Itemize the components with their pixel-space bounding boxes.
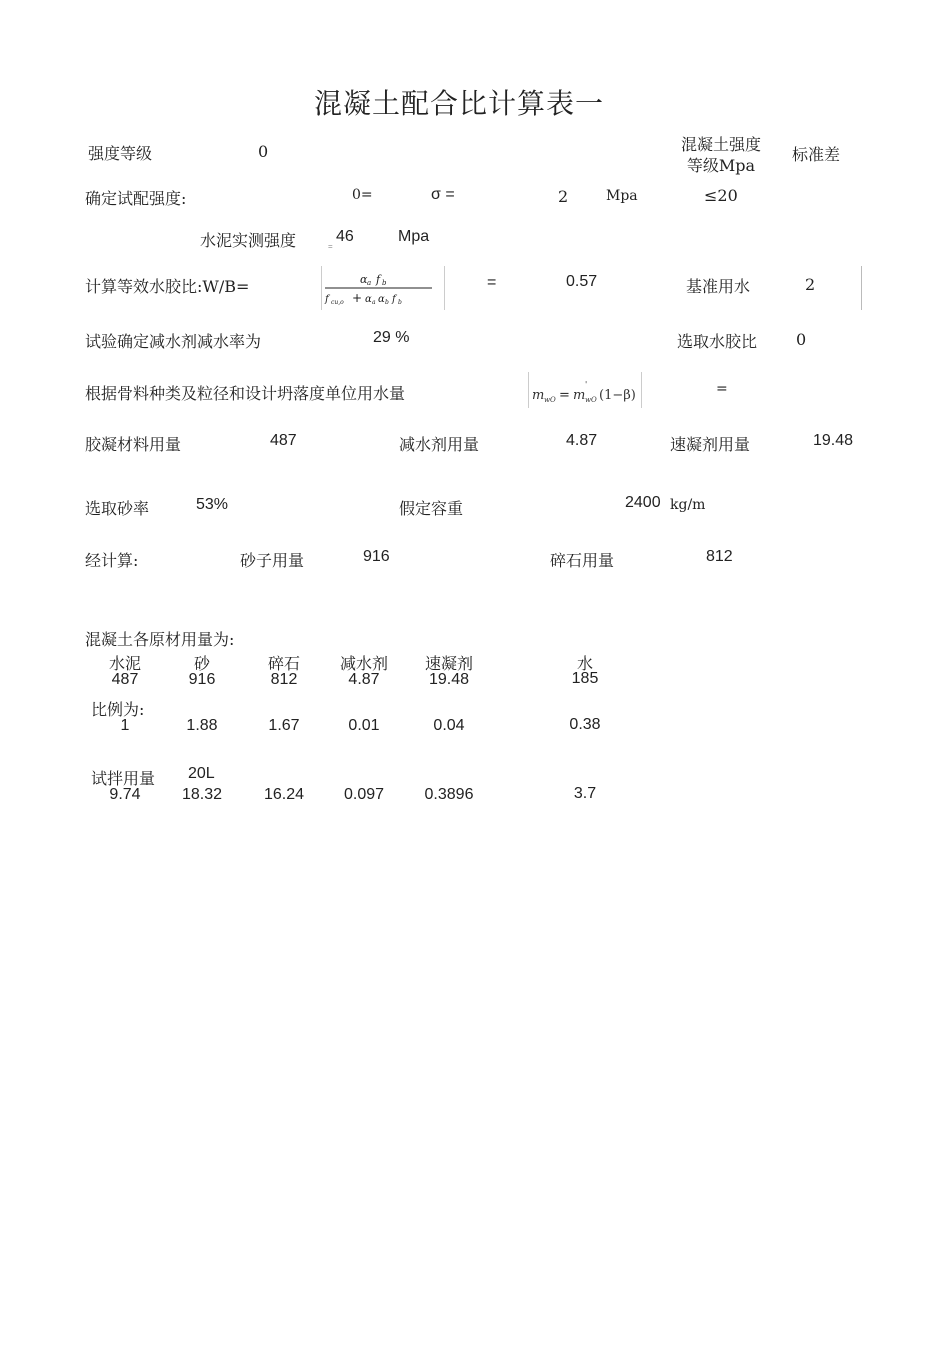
ratio-sand: 1.88	[186, 717, 218, 734]
svg-text:f: f	[392, 294, 396, 305]
reducer-amount-label: 减水剂用量	[399, 435, 480, 454]
trial-mix-volume: 20L	[188, 765, 215, 782]
water-binder-equals: =	[487, 274, 497, 291]
unit-water-formula-graphic	[529, 372, 641, 408]
svg-text:+: +	[352, 291, 363, 305]
assumed-density-unit: kg/m	[670, 497, 706, 513]
sand-amount-label: 砂子用量	[240, 551, 305, 570]
calculated-label: 经计算:	[85, 551, 139, 570]
selected-water-binder-label: 选取水胶比	[677, 332, 758, 351]
accelerator-amount-label: 速凝剂用量	[670, 435, 751, 454]
trial-reducer: 0.097	[343, 786, 385, 803]
svg-text:=: =	[559, 388, 570, 403]
base-water-value: 2	[805, 275, 816, 294]
ratio-gravel: 1.67	[268, 717, 300, 734]
water-reduction-label: 试验确定减水剂减水率为	[85, 332, 262, 351]
amount-accelerator: 19.48	[428, 671, 470, 688]
svg-text:α: α	[365, 294, 372, 305]
strength-grade-value: 0	[258, 142, 269, 161]
page-title: 混凝土配合比计算表一	[314, 87, 605, 120]
trial-gravel: 16.24	[263, 786, 305, 803]
amount-sand: 916	[188, 671, 216, 688]
accelerator-amount-value: 19.48	[813, 432, 854, 449]
svg-text:cu,o: cu,o	[331, 299, 344, 306]
svg-text:b: b	[398, 299, 402, 306]
svg-text:(1−β): (1−β)	[599, 388, 636, 403]
svg-text:b: b	[382, 279, 387, 287]
trial-strength-zero-eq: 0=	[352, 187, 373, 203]
amount-cement: 487	[111, 671, 139, 688]
sigma-unit: Mpa	[606, 188, 638, 204]
trial-accelerator: 0.3896	[424, 786, 474, 803]
standard-deviation-header: 标准差	[792, 145, 841, 164]
sigma-value: 2	[558, 187, 569, 206]
cement-strength-label: 水泥实测强度	[200, 231, 297, 250]
svg-text:m: m	[573, 388, 586, 403]
summary-header-gravel: 碎石	[267, 654, 300, 673]
summary-heading: 混凝土各原材用量为:	[85, 630, 235, 649]
strength-grade-label: 强度等级	[88, 144, 153, 163]
unit-water-equals: =	[716, 381, 728, 397]
concrete-strength-grade-header-line1: 混凝土强度	[680, 135, 761, 154]
svg-text:f: f	[325, 294, 329, 305]
cement-strength-unit: Mpa	[398, 228, 430, 245]
water-binder-formula	[321, 266, 445, 310]
gravel-amount-label: 碎石用量	[550, 551, 615, 570]
grade-le20: ≤20	[704, 186, 738, 205]
ratio-water: 0.38	[569, 716, 601, 733]
svg-text:b: b	[385, 299, 389, 306]
svg-text:f: f	[376, 273, 381, 286]
assumed-density-value: 2400	[625, 494, 661, 511]
svg-text:α: α	[378, 294, 385, 305]
svg-text:': '	[585, 380, 588, 389]
svg-text:m: m	[532, 388, 545, 403]
unit-water-label: 根据骨料种类及粒径和设计坍落度单位用水量	[85, 384, 406, 403]
svg-text:wO: wO	[585, 396, 597, 404]
water-binder-value: 0.57	[566, 273, 598, 290]
assumed-density-label: 假定容重	[399, 499, 464, 518]
binder-amount-value: 487	[270, 432, 297, 449]
sand-amount-value: 916	[363, 548, 390, 565]
reducer-amount-value: 4.87	[566, 432, 598, 449]
table-divider	[861, 266, 862, 310]
concrete-strength-grade-header-line2: 等级Mpa	[686, 156, 756, 175]
svg-text:a: a	[372, 299, 376, 306]
sand-ratio-label: 选取砂率	[85, 499, 150, 518]
water-reduction-value: 29 %	[373, 329, 410, 346]
cement-strength-value: 46	[336, 228, 354, 245]
summary-header-accelerator: 速凝剂	[424, 654, 473, 673]
selected-water-binder-value: 0	[796, 330, 807, 349]
unit-water-formula	[528, 372, 642, 408]
gravel-amount-value: 812	[706, 548, 733, 565]
ratio-label: 比例为:	[91, 700, 145, 719]
ratio-cement: 1	[120, 717, 130, 734]
svg-text:wO: wO	[544, 396, 556, 404]
trial-cement: 9.74	[109, 786, 141, 803]
amount-water: 185	[571, 670, 599, 687]
trial-mix-label: 试拌用量	[91, 769, 156, 788]
trial-water: 3.7	[573, 785, 597, 802]
ratio-accelerator: 0.04	[433, 717, 465, 734]
cement-strength-eq: =	[328, 242, 333, 251]
summary-header-cement: 水泥	[108, 654, 141, 673]
svg-text:α: α	[360, 273, 368, 286]
summary-header-reducer: 减水剂	[339, 654, 388, 673]
base-water-label: 基准用水	[686, 277, 751, 296]
amount-gravel: 812	[270, 671, 298, 688]
summary-header-sand: 砂	[193, 654, 210, 673]
amount-reducer: 4.87	[348, 671, 380, 688]
water-binder-formula-graphic	[322, 266, 444, 310]
sigma-symbol: σ =	[431, 186, 455, 203]
water-binder-ratio-label: 计算等效水胶比:W/B=	[85, 277, 250, 296]
summary-header-water: 水	[576, 654, 593, 673]
svg-text:a: a	[367, 279, 372, 287]
ratio-reducer: 0.01	[348, 717, 380, 734]
trial-sand: 18.32	[181, 786, 223, 803]
binder-amount-label: 胶凝材料用量	[85, 435, 182, 454]
sand-ratio-value: 53%	[196, 496, 229, 513]
trial-strength-label: 确定试配强度:	[85, 189, 187, 208]
